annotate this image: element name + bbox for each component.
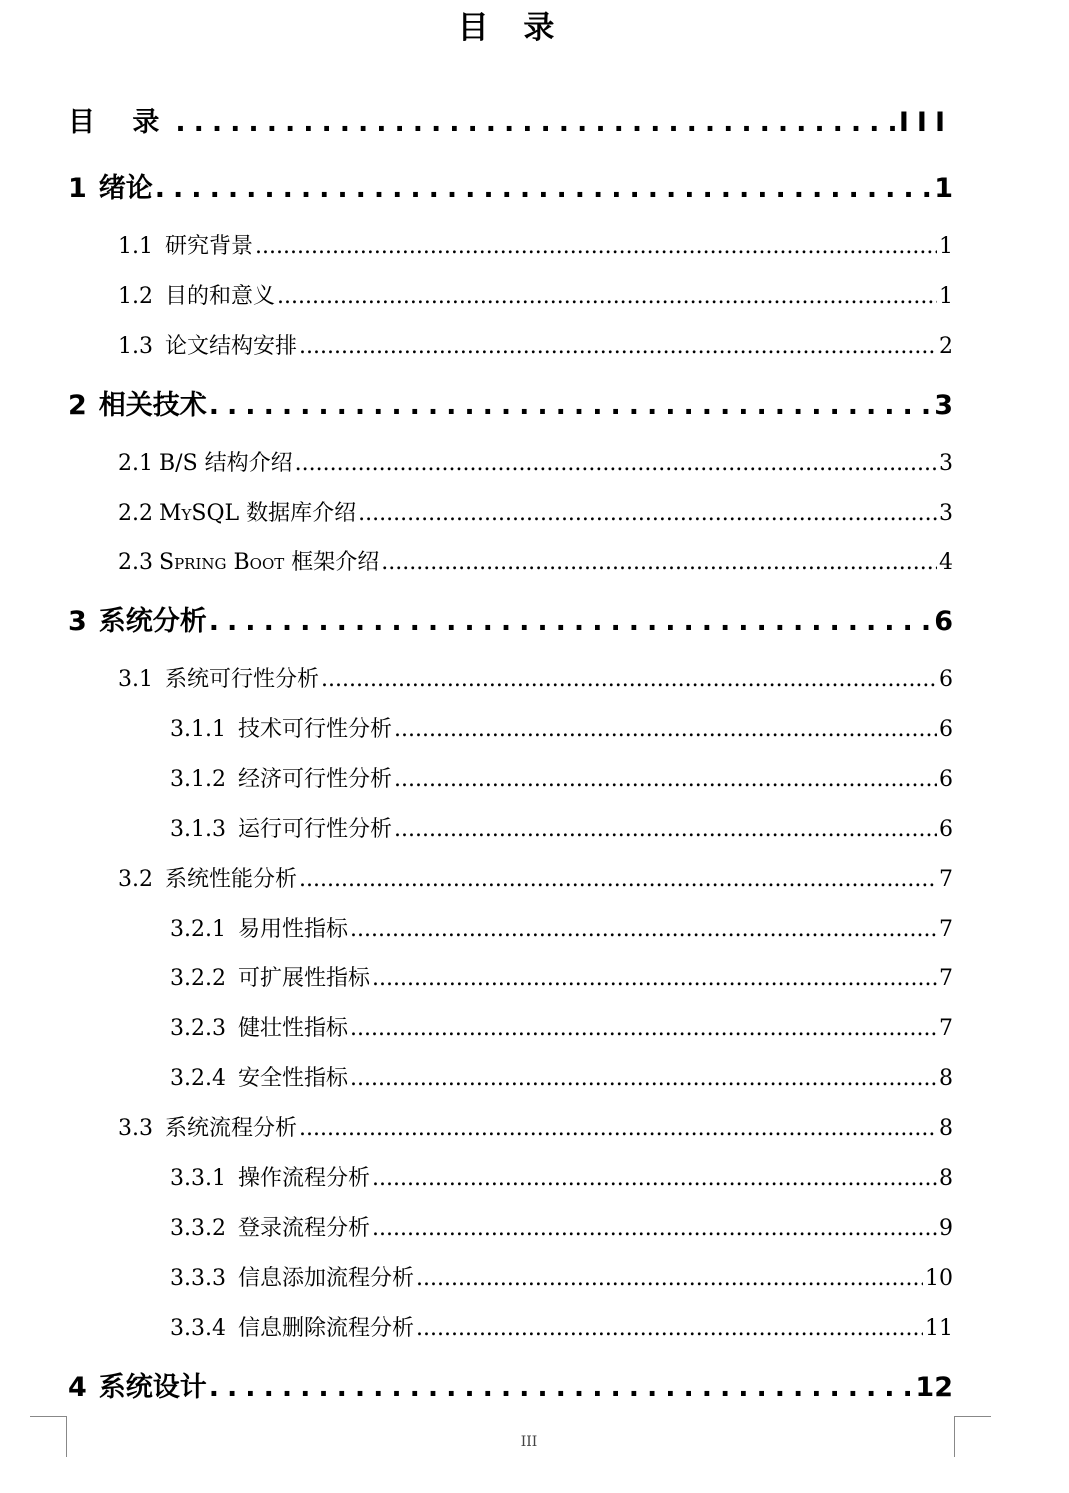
toc-entry-section-3-3[interactable]	[118, 1111, 953, 1142]
toc-entry-title: 系统可行性分析	[165, 667, 320, 692]
toc-entry-section-3-2[interactable]	[118, 862, 953, 893]
toc-entry-number: 3.2	[118, 867, 153, 892]
toc-entry-section-1-1[interactable]	[118, 229, 953, 260]
toc-page-number: 8	[939, 1066, 953, 1091]
footer-page-number: III	[520, 1434, 538, 1450]
toc-entry-number: 4	[68, 1372, 87, 1403]
toc-entry-number: 3.3.2	[170, 1216, 226, 1241]
toc-entry-chapter-4[interactable]	[68, 1365, 953, 1404]
toc-entry-number: 3.3	[118, 1116, 153, 1141]
toc-entry-number: 3.2.1	[170, 917, 226, 942]
dot-leader	[209, 390, 932, 421]
toc-page-number: 1	[934, 173, 953, 204]
toc-entry-subsection-3-3-1[interactable]	[170, 1161, 953, 1192]
toc-entry-title: 易用性指标	[237, 917, 348, 942]
toc-entry-section-2-3[interactable]	[118, 545, 953, 576]
toc-entry-title: 系统流程分析	[165, 1116, 298, 1141]
toc-entry-section-1-2[interactable]	[118, 279, 953, 310]
dot-leader	[209, 1372, 914, 1403]
toc-entry-title: B/S 结构介绍	[159, 451, 293, 476]
toc-entry-title: 技术可行性分析	[237, 717, 392, 742]
toc-entry-title: 安全性指标	[237, 1066, 348, 1091]
toc-entry-subsection-3-2-4[interactable]	[170, 1061, 953, 1092]
dot-leader	[350, 1066, 937, 1091]
toc-page-number: 6	[939, 767, 953, 792]
toc-entry-subsection-3-1-1[interactable]	[170, 712, 953, 743]
dot-leader	[209, 606, 932, 637]
toc-page-number: 3	[939, 451, 953, 476]
toc-entry-chapter-2[interactable]	[68, 383, 953, 422]
toc-entry-title: 信息删除流程分析	[237, 1316, 414, 1341]
toc-entry-title: Spring Boot 框架介绍	[159, 550, 380, 575]
dot-leader	[350, 1016, 937, 1041]
toc-entry-section-3-1[interactable]	[118, 662, 953, 693]
toc-page-number: 6	[939, 717, 953, 742]
toc-entry-title: 可扩展性指标	[237, 966, 370, 991]
toc-entry-title: 操作流程分析	[237, 1166, 370, 1191]
dot-leader	[155, 173, 932, 204]
dot-leader	[394, 817, 937, 842]
dot-leader	[394, 767, 937, 792]
toc-entry-number: 1.3	[118, 334, 153, 359]
toc-entry-number: 1.2	[118, 284, 153, 309]
dot-leader	[394, 717, 937, 742]
toc-entry-number: 2	[68, 390, 87, 421]
toc-entry-contents[interactable]	[68, 100, 953, 139]
dot-leader	[416, 1266, 923, 1291]
toc-entry-title: 目 录	[68, 107, 174, 138]
dot-leader	[299, 867, 937, 892]
dot-leader	[372, 1166, 937, 1191]
toc-page-number: 9	[939, 1216, 953, 1241]
dot-leader	[299, 334, 937, 359]
toc-page-number: 6	[939, 817, 953, 842]
toc-page-number: 6	[939, 667, 953, 692]
toc-entry-title: 系统分析	[98, 606, 207, 637]
dot-leader	[416, 1316, 923, 1341]
toc-entry-title: 目的和意义	[165, 284, 276, 309]
dot-leader	[295, 451, 937, 476]
toc-page-number: 7	[939, 966, 953, 991]
toc-entry-subsection-3-3-2[interactable]	[170, 1211, 953, 1242]
dot-leader	[277, 284, 937, 309]
toc-entry-subsection-3-1-3[interactable]	[170, 812, 953, 843]
toc-entry-title: 绪论	[98, 173, 153, 204]
toc-entry-title: 系统设计	[98, 1372, 207, 1403]
dot-leader	[358, 501, 937, 526]
toc-entry-section-2-1[interactable]	[118, 446, 953, 477]
toc-entry-number: 3.2.3	[170, 1016, 226, 1041]
toc-entry-number: 3.3.4	[170, 1316, 226, 1341]
toc-page-number: 6	[934, 606, 953, 637]
toc-entry-title: 经济可行性分析	[237, 767, 392, 792]
toc-entry-number: 3.2.4	[170, 1066, 226, 1091]
dot-leader	[255, 234, 937, 259]
toc-entry-subsection-3-2-1[interactable]	[170, 912, 953, 943]
toc-page-number: 2	[939, 334, 953, 359]
dot-leader	[175, 107, 896, 138]
toc-page-number: 8	[939, 1166, 953, 1191]
toc-page-number: III	[898, 107, 953, 138]
toc-entry-number: 2.3	[118, 550, 153, 575]
toc-entry-number: 3.1.1	[170, 717, 226, 742]
toc-page-number: 10	[925, 1266, 953, 1291]
toc-entry-section-1-3[interactable]	[118, 329, 953, 360]
toc-page-number: 11	[925, 1316, 953, 1341]
toc-entry-title: 信息添加流程分析	[237, 1266, 414, 1291]
toc-page-number: 1	[939, 284, 953, 309]
dot-leader	[372, 1216, 937, 1241]
toc-entry-subsection-3-3-3[interactable]	[170, 1261, 953, 1292]
toc-entry-title: 系统性能分析	[165, 867, 298, 892]
toc-entry-title: 研究背景	[165, 234, 254, 259]
page-title: 目 录	[457, 10, 567, 46]
toc-entry-title: 运行可行性分析	[237, 817, 392, 842]
dot-leader	[372, 966, 937, 991]
toc-entry-chapter-3[interactable]	[68, 599, 953, 638]
toc-entry-number: 3.3.3	[170, 1266, 226, 1291]
toc-entry-title: 论文结构安排	[165, 334, 298, 359]
toc-page-number: 8	[939, 1116, 953, 1141]
toc-page-number: 3	[934, 390, 953, 421]
toc-entry-title: 相关技术	[98, 390, 207, 421]
toc-entry-title: 登录流程分析	[237, 1216, 370, 1241]
toc-entry-subsection-3-2-3[interactable]	[170, 1011, 953, 1042]
toc-page-number: 1	[939, 234, 953, 259]
toc-entry-subsection-3-3-4[interactable]	[170, 1311, 953, 1342]
toc-entry-number: 1	[68, 173, 87, 204]
dot-leader	[350, 917, 937, 942]
toc-entry-number: 3.1	[118, 667, 153, 692]
toc-entry-number: 2.1	[118, 451, 153, 476]
toc-entry-number: 3.2.2	[170, 966, 226, 991]
toc-entry-subsection-3-1-2[interactable]	[170, 762, 953, 793]
toc-entry-chapter-1[interactable]	[68, 166, 953, 205]
toc-page-number: 12	[915, 1372, 953, 1403]
toc-entry-number: 2.2	[118, 501, 153, 526]
toc-entry-number: 3.1.2	[170, 767, 226, 792]
toc-entry-number: 3	[68, 606, 87, 637]
toc-page-number: 4	[939, 550, 953, 575]
toc-page-number: 7	[939, 917, 953, 942]
toc-page-number: 7	[939, 1016, 953, 1041]
toc-entry-title: 健壮性指标	[237, 1016, 348, 1041]
toc-page-number: 3	[939, 501, 953, 526]
dot-leader	[299, 1116, 937, 1141]
toc-page-number: 7	[939, 867, 953, 892]
dot-leader	[381, 550, 937, 575]
toc-entry-title: MySQL 数据库介绍	[159, 501, 357, 526]
toc-entry-section-2-2[interactable]	[118, 496, 953, 527]
toc-entry-number: 3.1.3	[170, 817, 226, 842]
toc-entry-number: 1.1	[118, 234, 153, 259]
toc-entry-subsection-3-2-2[interactable]	[170, 961, 953, 992]
dot-leader	[321, 667, 937, 692]
toc-entry-number: 3.3.1	[170, 1166, 226, 1191]
